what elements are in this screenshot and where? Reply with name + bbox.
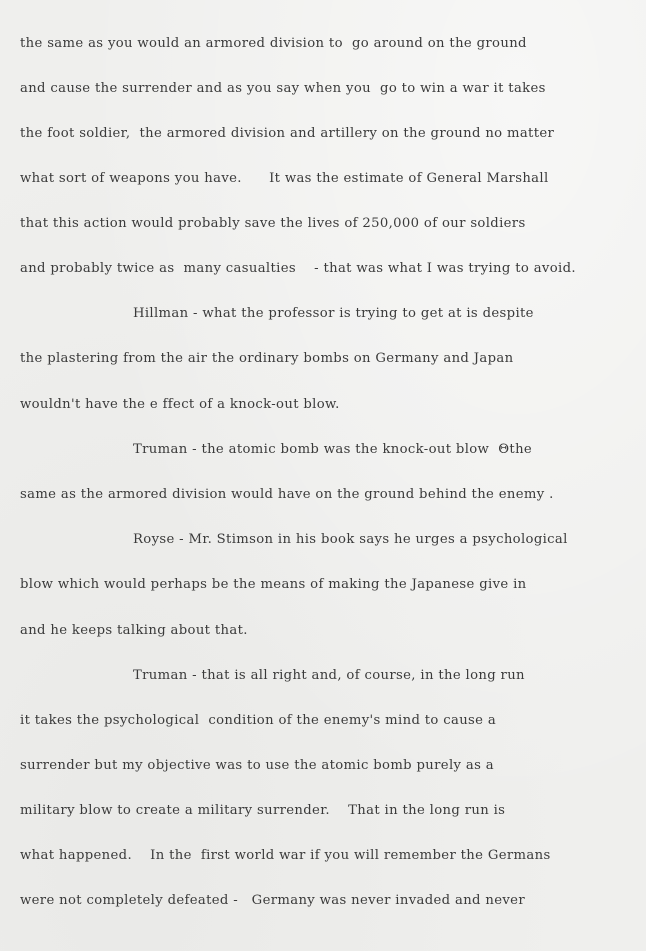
text-line: and cause the surrender and as you say when you go to win a war it takes [20,81,546,96]
text-line: what happened. In the first world war if you will remember the Germans [20,848,551,863]
text-line: the foot soldier, the armored division and artillery on the ground no matter [20,126,555,141]
paragraph-first-line: Truman - that is all right and, of course, in the long run [133,668,525,683]
text-line: that this action would probably save the lives of 250,000 of our soldiers [20,216,526,231]
text-line: surrender but my objective was to use the atomic bomb purely as a [20,758,494,773]
text-line: it takes the psychological condition of the enemy's mind to cause a [20,713,497,728]
text-line: military blow to create a military surrender. That in the long run is [20,803,506,818]
paragraph-first-line: Hillman - what the professor is trying to get at is despite [133,306,534,321]
text-line: blow which would perhaps be the means of making the Japanese give in [20,577,527,592]
text-line: were not completely defeated - Germany was never invaded and never [20,893,525,908]
paragraph-first-line: Royse - Mr. Stimson in his book says he urges a psychological [133,532,568,547]
text-line: same as the armored division would have on the ground behind the enemy . [20,487,554,502]
text-line: and probably twice as many casualties - that was what I was trying to avoid. [20,261,576,276]
paragraph-first-line: Truman - the atomic bomb was the knock-out blow Θthe [133,442,533,457]
text-line: the same as you would an armored division to go around on the ground [20,36,527,51]
text-line: and he keeps talking about that. [20,623,248,638]
text-line: wouldn't have the e ffect of a knock-out blow. [20,397,340,412]
text-line: what sort of weapons you have. It was the estimate of General Marshall [20,171,549,186]
text-line: the plastering from the air the ordinary bombs on Germany and Japan [20,351,514,366]
